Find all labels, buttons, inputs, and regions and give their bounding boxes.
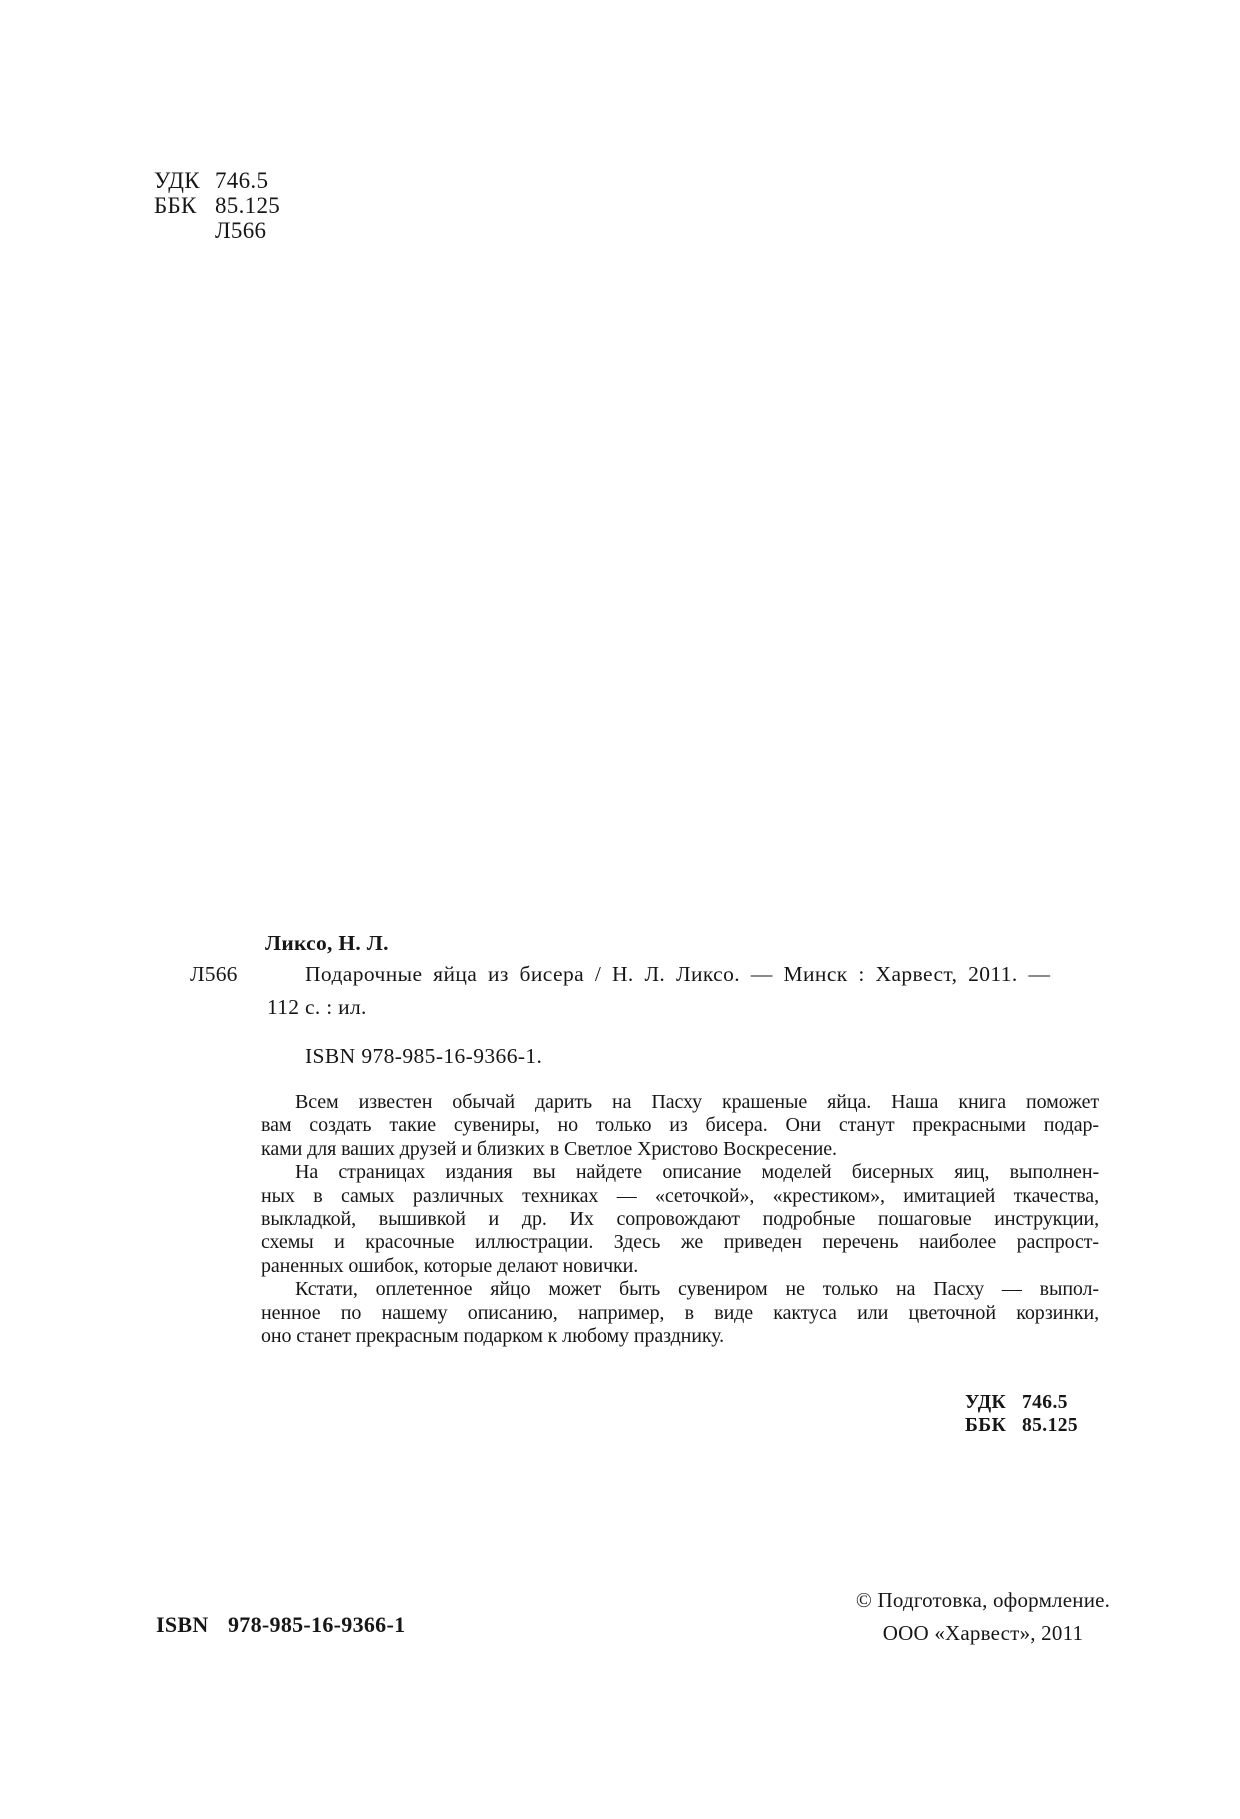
annotation-line: раненных ошибок, которые делают новички. — [261, 1254, 639, 1277]
udk-label: УДК — [154, 168, 200, 193]
annotation-paragraph — [261, 1278, 1099, 1348]
annotation-line: ненное по нашему описанию, например, в виде кактуса или цветочной корзинки, — [261, 1301, 1099, 1324]
bottom-bbk-line — [965, 1415, 1078, 1438]
annotation-line: оно станет прекрасным подарком к любому празднику. — [261, 1325, 724, 1348]
annotation-line: схемы и красочные иллюстрации. Здесь же приведен перечень наиболее распрост- — [261, 1231, 1099, 1254]
udk-value: 746.5 — [215, 168, 269, 193]
annotation-paragraph — [261, 1091, 1099, 1161]
annotation — [261, 1091, 1099, 1348]
annotation-line: ками для ваших друзей и близких в Светлое Христово Воскресение. — [261, 1137, 837, 1160]
copyright-line-1: © Подготовка, оформление. — [855, 1588, 1111, 1612]
udk-code-line — [154, 168, 280, 193]
bottom-bbk-label: ББК — [965, 1414, 1007, 1436]
footer-isbn-label: ISBN — [156, 1612, 209, 1637]
bottom-udk-line — [965, 1392, 1078, 1415]
copyright-line-2: ООО «Харвест», 2011 — [882, 1620, 1084, 1645]
bbk-code-line — [154, 193, 280, 218]
annotation-line: выкладкой, вышивкой и др. Их сопровождают подробные пошаговые инструкции, — [261, 1208, 1099, 1231]
footer-isbn-value: 978-985-16-9366-1 — [228, 1612, 406, 1637]
bottom-udk-value: 746.5 — [1022, 1392, 1068, 1413]
author-code: Л566 — [215, 218, 267, 243]
annotation-paragraph — [261, 1161, 1099, 1278]
annotation-line: вам создать такие сувениры, но только из бисера. Они станут прекрасными подар- — [261, 1114, 1099, 1137]
bottom-bbk-value: 85.125 — [1022, 1414, 1079, 1436]
card-citation-text: Подарочные яйца из бисера / Н. Л. Ликсо. — Минск : Харвест, 2011. — — [305, 962, 1051, 986]
card-citation-line — [190, 962, 1050, 987]
annotation-line: Всем известен обычай дарить на Пасху крашеные яйца. Наша книга поможет — [295, 1091, 1099, 1113]
card-author-heading: Ликсо, Н. Л. — [265, 931, 389, 955]
bottom-codes-block — [965, 1392, 1078, 1437]
annotation-line: Кстати, оплетенное яйцо может быть сувениром не только на Пасху — выпол- — [295, 1278, 1099, 1301]
annotation-line: ных в самых различных техниках — «сеточкой», «крестиком», имитацией ткачества, — [261, 1184, 1099, 1207]
author-code-line — [154, 218, 280, 243]
annotation-line: На страницах издания вы найдете описание моделей бисерных яиц, выполнен- — [295, 1161, 1099, 1184]
card-pages-line: 112 с. : ил. — [267, 995, 367, 1019]
card-isbn-line: ISBN 978-985-16-9366-1. — [305, 1044, 543, 1068]
top-codes-block — [154, 168, 280, 243]
footer-copyright-block — [818, 1584, 1148, 1649]
bottom-udk-label: УДК — [965, 1392, 1007, 1413]
card-margin-code: Л566 — [190, 962, 238, 986]
footer-isbn — [156, 1612, 405, 1638]
bbk-value: 85.125 — [215, 193, 281, 218]
bbk-label: ББК — [154, 193, 197, 218]
